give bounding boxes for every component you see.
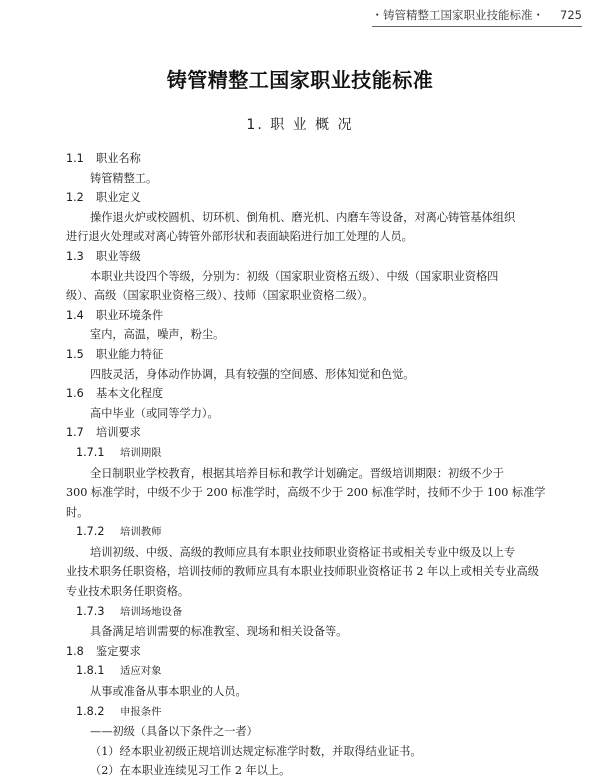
heading-label: 职业定义: [96, 191, 141, 205]
subsection-heading-item: [66, 443, 560, 464]
paragraph-line: 专业技术职务任职资格。: [66, 585, 190, 599]
paragraph-line: 级）、高级（国家职业资格三级）、技师（国家职业资格二级）。: [66, 289, 374, 303]
paragraph-line: ——初级（具备以下条件之一者）: [90, 725, 258, 739]
section-heading-item: [66, 423, 560, 443]
subsection-heading-item: [66, 661, 560, 682]
heading-number: 1.5: [66, 347, 84, 361]
heading-number: 1.6: [66, 387, 84, 401]
paragraph-line: 高中毕业（或同等学力）。: [90, 406, 219, 420]
heading-number: 1.8.1: [76, 664, 105, 678]
heading-number: 1.2: [66, 191, 84, 205]
section-heading-item: [66, 188, 560, 208]
heading-number: 1.1: [66, 152, 84, 165]
heading-label: 职业名称: [96, 152, 141, 165]
page-number: 725: [560, 8, 582, 22]
paragraph-line: 业技术职务任职资格，培训技师的教师应具有本职业技师职业资格证书 2 年以上或相关专业高级: [66, 565, 539, 579]
section-heading-item: [66, 306, 560, 326]
paragraph-line: 铸管精整工。: [90, 171, 158, 185]
paragraph-line: 室内，高温，噪声，粉尘。: [90, 328, 225, 342]
paragraph-line: 具备满足培训需要的标准教室、现场和相关设备等。: [90, 625, 348, 639]
heading-number: 1.3: [66, 249, 84, 263]
heading-label: 职业环境条件: [96, 308, 164, 322]
heading-number: 1.7.1: [76, 445, 105, 459]
heading-label: 基本文化程度: [96, 387, 164, 401]
paragraph-line: 全日制职业学校教育，根据其培养目标和教学计划确定。晋级培训期限：初级不少于: [90, 466, 504, 480]
running-title: ・铸管精整工国家职业技能标准・: [371, 8, 545, 22]
heading-number: 1.7: [66, 426, 84, 440]
subsection-heading-item: [66, 522, 560, 543]
paragraph-line: 进行退火处理或对离心铸管外部形状和表面缺陷进行加工处理的人员。: [66, 230, 413, 244]
section-heading-item: [66, 247, 560, 267]
paragraph-line: （2）在本职业连续见习工作 2 年以上。: [90, 764, 291, 778]
heading-number: 1.4: [66, 308, 84, 322]
section-heading-item: [66, 149, 560, 169]
section-heading-item: [66, 642, 560, 662]
section-heading-item: [66, 345, 560, 365]
paragraph-line: 时。: [66, 505, 89, 519]
document-title: 铸管精整工国家职业技能标准: [166, 68, 434, 92]
paragraph-line: 四肢灵活，身体动作协调，具有较强的空间感、形体知觉和色觉。: [90, 367, 415, 381]
paragraph-line: 从事或准备从事本职业的人员。: [90, 685, 247, 699]
heading-label: 鉴定要求: [96, 644, 141, 658]
heading-number: 1.8: [66, 644, 84, 658]
subsection-heading-item: [66, 702, 560, 723]
heading-number: 1.7.2: [76, 525, 105, 539]
section-heading: 1. 职 业 概 况: [246, 117, 354, 133]
subsection-heading-item: [66, 602, 560, 623]
paragraph-line: 操作退火炉或校圆机、切环机、倒角机、磨光机、内磨车等设备，对离心铸管基体组织: [90, 210, 516, 224]
heading-label: 申报条件: [120, 705, 162, 718]
heading-number: 1.7.3: [76, 604, 105, 618]
heading-label: 职业能力特征: [96, 347, 164, 361]
heading-label: 培训要求: [96, 426, 141, 440]
heading-label: 职业等级: [96, 249, 141, 263]
heading-label: 培训教师: [120, 526, 162, 539]
paragraph-line: 300 标准学时，中级不少于 200 标准学时，高级不少于 200 标准学时，技师不少于 100 标准学: [66, 486, 546, 500]
running-header: [0, 0, 600, 30]
heading-label: 培训期限: [120, 446, 162, 459]
heading-label: 培训场地设备: [120, 605, 183, 618]
section-heading-item: [66, 384, 560, 404]
heading-number: 1.8.2: [76, 704, 105, 718]
body-text: [66, 149, 560, 781]
paragraph-line: （1）经本职业初级正规培训达规定标准学时数，并取得结业证书。: [90, 744, 422, 758]
paragraph-line: 本职业共设四个等级，分别为：初级（国家职业资格五级）、中级（国家职业资格四: [90, 269, 499, 283]
heading-label: 适应对象: [120, 665, 162, 678]
running-header-bar: [372, 7, 582, 27]
paragraph-line: 培训初级、中级、高级的教师应具有本职业技师职业资格证书或相关专业中级及以上专: [90, 545, 516, 559]
